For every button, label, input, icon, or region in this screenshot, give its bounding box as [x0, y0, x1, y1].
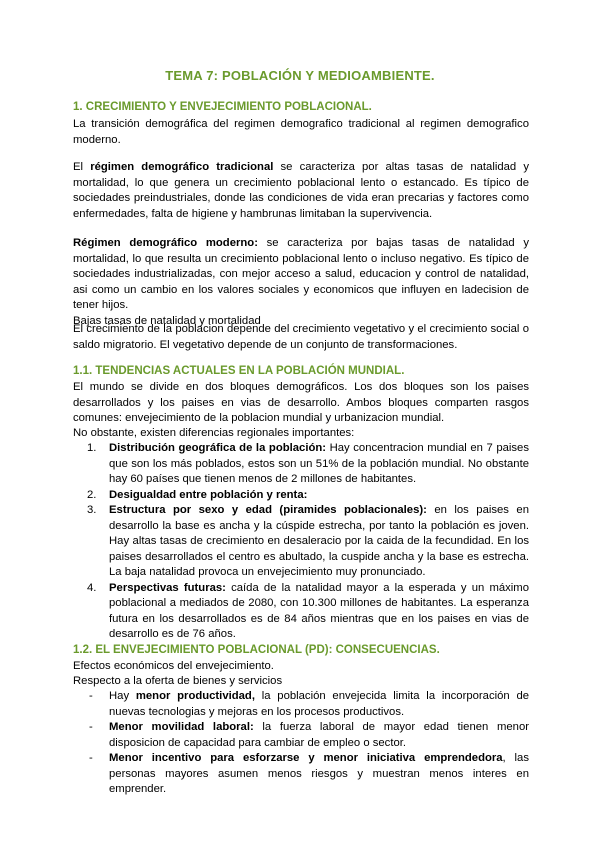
- section-1-1-intro: El mundo se divide en dos bloques demográficos. Los dos bloques son los paises desarrollados y los paises en vias de desarrollo. Ambos bloques comparten rasgos comunes: envejecimiento de la poblacion mundial y urbanizacion mundial.: [73, 381, 529, 424]
- list-text: , las personas mayores asumen menos riesgos y muestran menos interes en emprender.: [109, 752, 529, 795]
- paragraph-traditional-regime: [73, 160, 529, 222]
- list-text: caída de la natalidad mayor a la esperada y un máximo poblacional a mediados de 2080, con 10.300 millones de habitantes. La esperanza futura en los desarrollados es de 84 años mientras que en los paises en vias de desarrollo es de 76 años.: [109, 581, 529, 640]
- bold-term: Perspectivas futuras:: [109, 581, 226, 594]
- bold-term: régimen demográfico tradicional: [90, 161, 274, 173]
- trends-list: [87, 441, 529, 643]
- paragraph-modern-regime: [73, 236, 529, 329]
- section-1-intro: La transición demográfica del regimen demografico tradicional al regimen demografico moderno.: [73, 118, 529, 146]
- bold-term: Menor movilidad laboral:: [109, 721, 254, 733]
- list-text: Hay concentracion mundial en 7 paises que son los más poblados, estos son un 51% de la población mundial. No obstante hay 60 países que tienen menos de 2 millones de habitantes.: [109, 442, 529, 485]
- list-number: 4.: [87, 581, 97, 594]
- page-title: TEMA 7: POBLACIÓN Y MEDIOAMBIENTE.: [165, 68, 435, 83]
- bold-term: Menor incentivo para esforzarse y menor iniciativa emprendedora: [109, 752, 503, 764]
- list-item: [87, 581, 529, 643]
- list-item: [87, 751, 529, 798]
- section-1-2-heading: 1.2. EL ENVEJECIMIENTO POBLACIONAL (PD): CONSECUENCIAS.: [73, 644, 440, 656]
- bold-term: Desigualdad entre población y renta:: [109, 488, 308, 501]
- bold-term: Estructura por sexo y edad (piramides poblacionales):: [109, 504, 427, 516]
- list-number: 2.: [87, 488, 97, 501]
- section-1-heading: 1. CRECIMIENTO Y ENVEJECIMIENTO POBLACIONAL.: [73, 101, 372, 113]
- list-text: en los paises en desarrollo la base es ancha y la cúspide estrecha, por tanto la población es joven. Hay altas tasas de crecimiento en desaleracio por la caida de la fecundidad. En los paises desarrollados el centro es abultado, la cuspide ancha y la base es estrecha. La baja natalidad provoca un envejecimiento muy pronunciado.: [109, 504, 529, 578]
- list-item: [87, 720, 529, 751]
- paragraph-text: se caracteriza por bajas tasas de natalidad y mortalidad, lo que resulta un crecimiento poblacional lento o incluso negativo. Es típico de sociedades industrializadas, con mejor acceso a salud, educacion y control de natalidad, asi como un cambio en los valores sociales y economicos que influyen en ladecision de tener hijos.: [73, 237, 529, 311]
- bold-term: Régimen demográfico moderno:: [73, 237, 258, 249]
- list-text: Hay: [109, 690, 136, 702]
- bold-term: Distribución geográfica de la población:: [109, 442, 327, 454]
- paragraph-growth: El crecimiento de la poblacion depende del crecimiento vegetativo y el crecimiento social o saldo migratorio. El vegetativo depende de un conjunto de transformaciones.: [73, 323, 529, 351]
- list-number: 3.: [87, 504, 97, 516]
- dash-bullet: -: [89, 752, 93, 764]
- paragraph-text: El: [73, 161, 91, 173]
- paragraph-text: se caracteriza por altas tasas de natalidad y mortalidad, lo que genera un crecimiento poblacional lento o estancado. Es típico de sociedades preindustriales, donde las condiciones de vida eran precarias y factores como enfermedades, falta de higiene y hambrunas limitaban la supervivencia.: [73, 161, 530, 220]
- section-1-1-heading: 1.1. TENDENCIAS ACTUALES EN LA POBLACIÓN MUNDIAL.: [73, 365, 405, 377]
- section-1-2-line1: Efectos económicos del envejecimiento.: [73, 660, 274, 672]
- list-text: la población envejecida limita la incorporación de nuevas tecnologias y mejoras en los procesos productivos.: [109, 690, 530, 718]
- list-number: 1.: [87, 442, 97, 454]
- list-item: [87, 441, 529, 488]
- list-item: [87, 503, 529, 581]
- paragraph-text: Bajas tasas de natalidad y mortalidad: [73, 314, 261, 327]
- list-text: la fuerza laboral de mayor edad tienen menor disposicion de capacidad para cambiar de empleo o sector.: [109, 721, 529, 749]
- consequences-list: [87, 689, 529, 798]
- section-1-1-intro2: No obstante, existen diferencias regionales importantes:: [73, 427, 355, 439]
- section-1-2-line2: Respecto a la oferta de bienes y servicios: [73, 675, 283, 687]
- bold-term: menor productividad,: [135, 690, 255, 702]
- list-item: [87, 488, 529, 504]
- dash-bullet: -: [89, 721, 93, 733]
- dash-bullet: -: [89, 690, 93, 702]
- list-item: [87, 689, 529, 720]
